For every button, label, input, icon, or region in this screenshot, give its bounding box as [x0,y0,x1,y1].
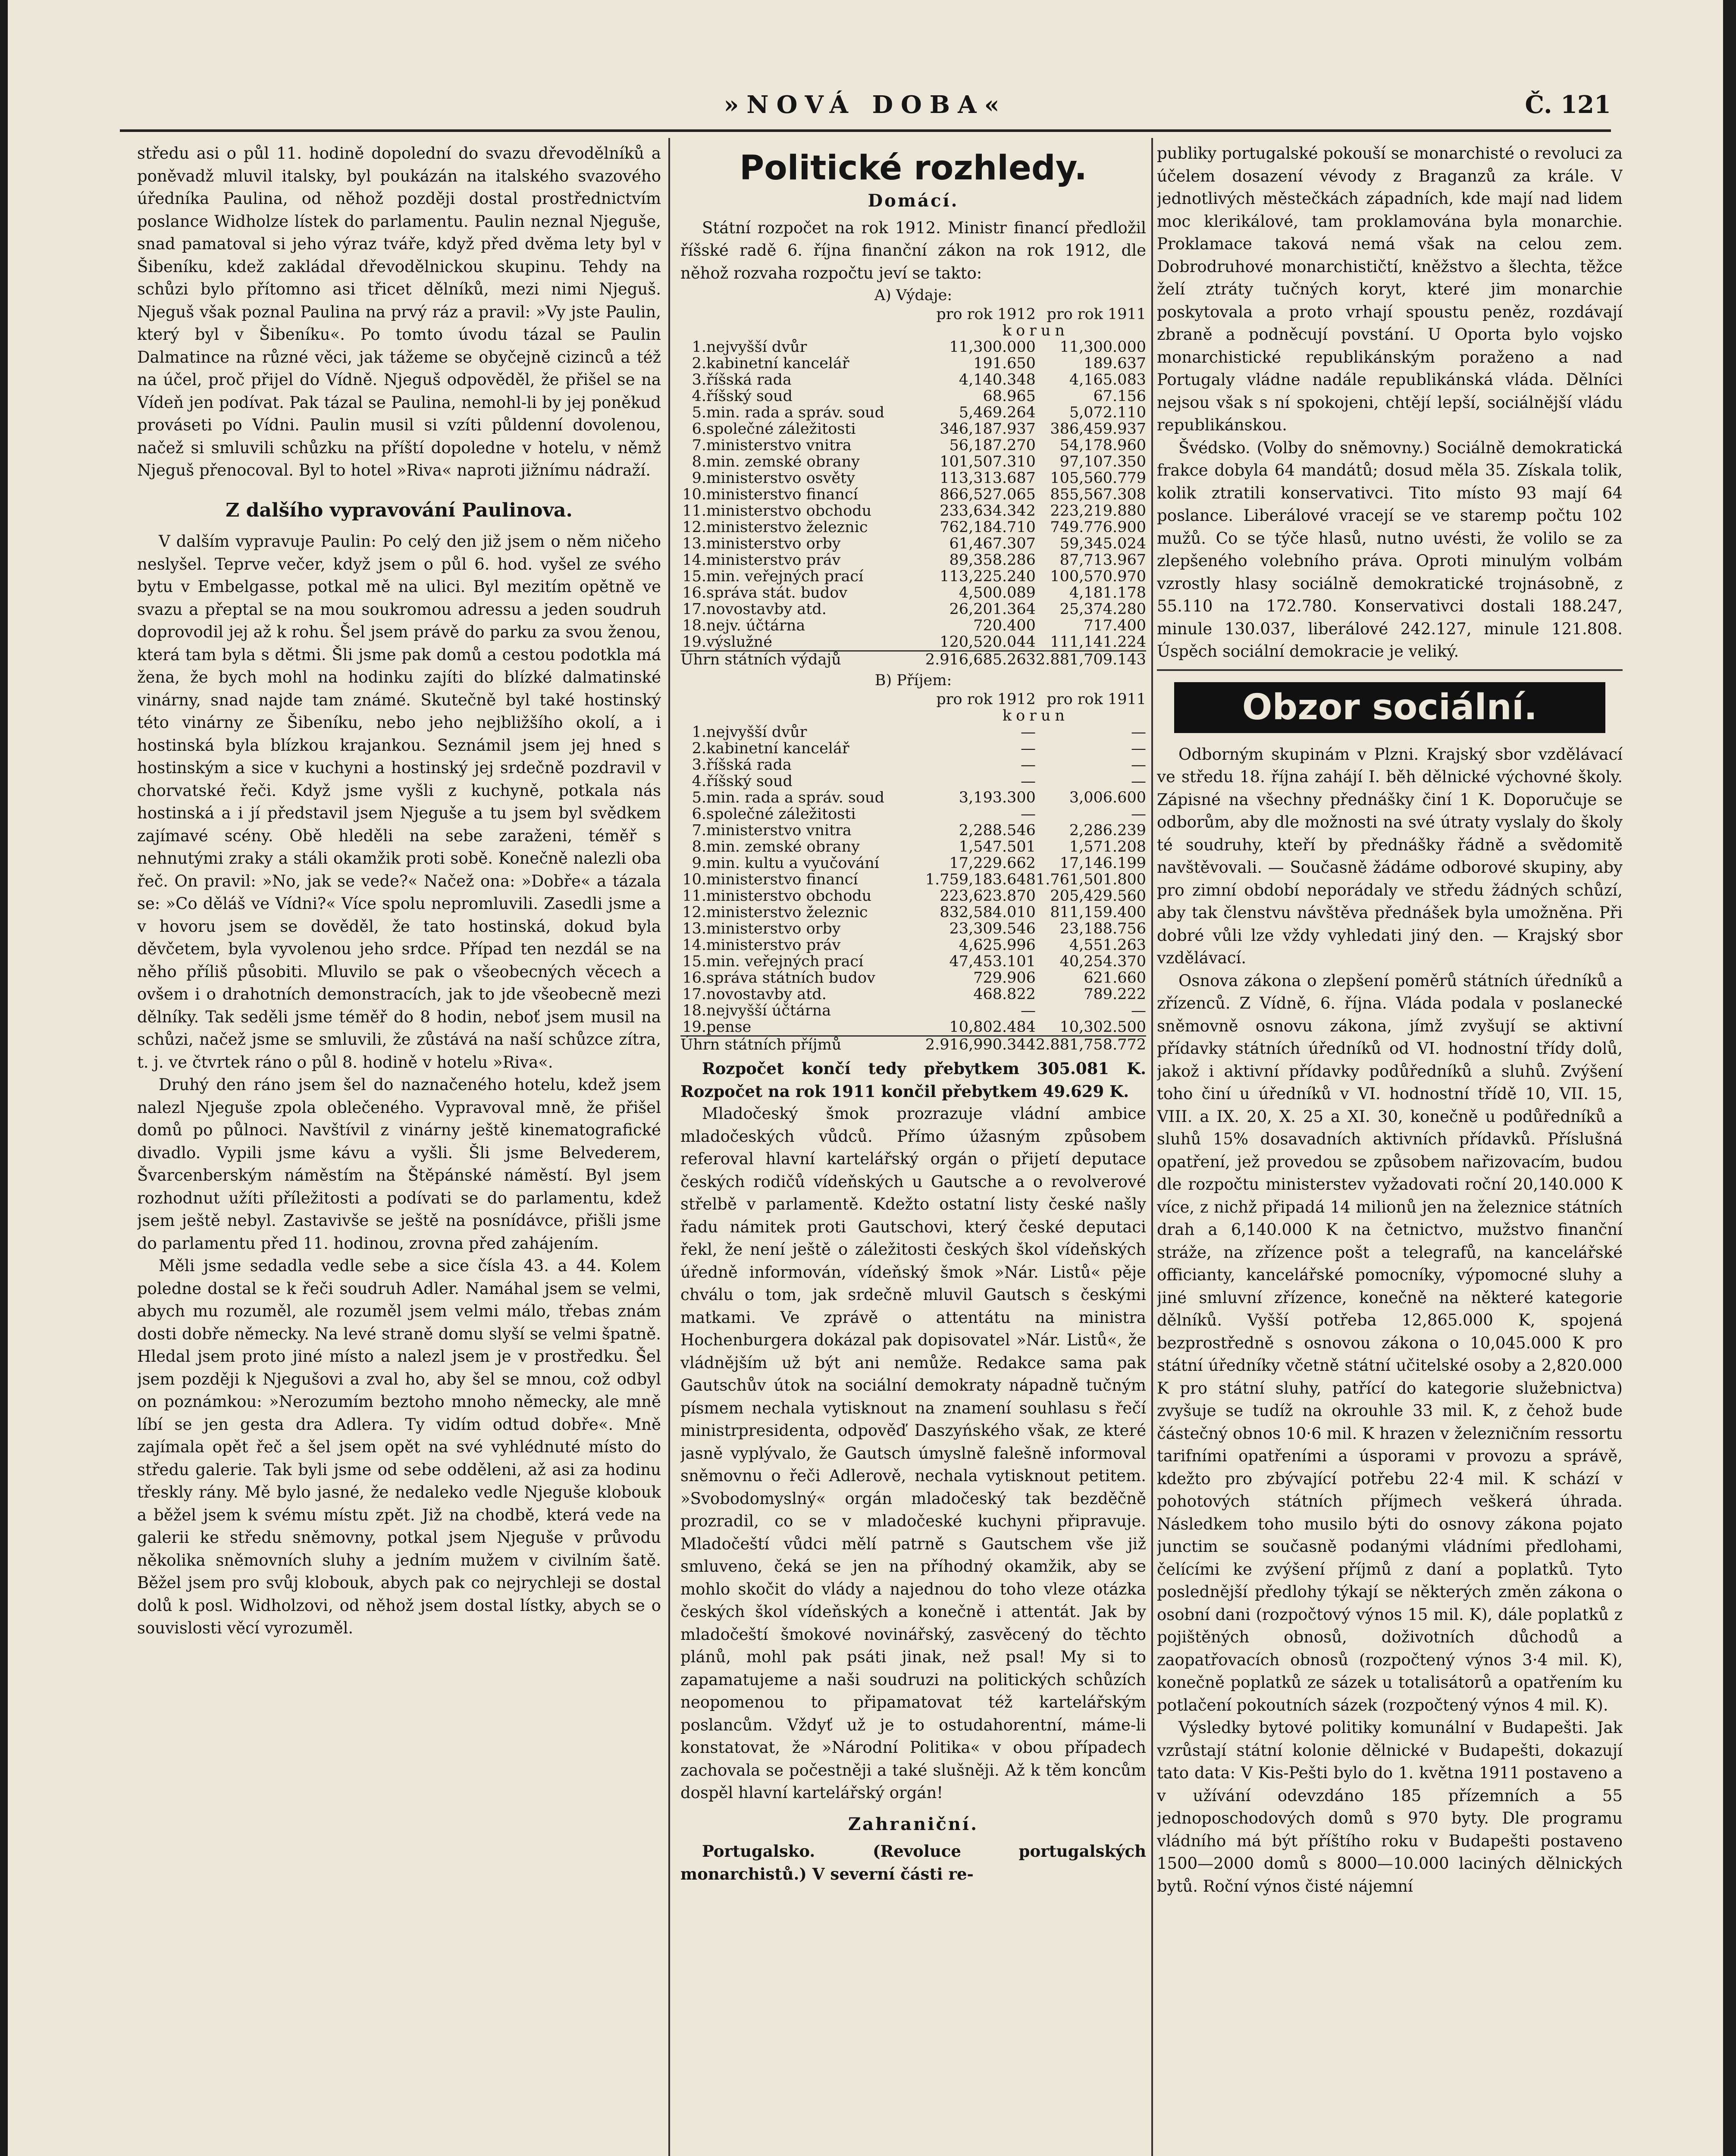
row-number: 9. [692,855,706,872]
value-1912: 720.400 [973,617,1036,634]
article-paragraph: V dalším vypravuje Paulin: Po celý den již jsem o něm ničeho neslyšel. Teprve večer, když jsem o půl 6. hod. vyšel ze svého bytu v Embelgasse, potkal mě na ulici. Byl mezitím opětně ve svazu a přeptal se na mou soukromou adressu a jeden soudruh doprovodil jej až k rohu. Šel jsem právě do parku za svou ženou, která tam byla s dětmi. Šli jsme pak domů a cestou podotkla má žena, že bych mohl na hodinku zajíti do blízké dalmatinské vinárny, snad najde tam známé. Skutečně byl také hostinský této vinárny ze Šibeníku, nebo jeho nejbližšího okolí, a i hostinská byla blízkou krajankou. Seznámil jsem jej hned s hostinským a sice v kuchyni a hostinský jej srdečně pozdravil v chorvatské řeči. Když jsme vyšli z kuchyně, potkala nás hostinská a i jí představil jsem Njeguše a tu jsem byl svědkem zajímavé scény. Obě hleděli na sebe zaraženi, téměř s nehnutými zraky a stáli okamžik proti sobě. Konečně nalezli oba řeč. On pravil: »No, jak se vede?« Načež ona: »Dobře« a tázala se: »Co děláš ve Vídni?« Více spolu nepromluvili. Zasedli jsme a v hovoru jsem se dověděl, že tato hostinská, dokud byla děvčetem, byla vyvolenou jeho srdce. Případ ten nezdál se na něho příliš působiti. Mluvilo se pak o všeobecných věcech a ovšem i o drahotních demonstracích, jak to jde všeobecně mezi dělníky. Tak seděli jsme téměř do 8 hodin, neboť jsem musil na schůzi, načež jsme se smluvili, že zůstává na naší schůzce zítra, t. j. ve čtvrtek ráno o půl 8. hodině v hotelu »Riva«. [137,532,661,1072]
row-name: říšský soud [706,773,793,790]
row-number: 3. [692,756,706,774]
value-1911: 789.222 [1084,986,1146,1003]
value-1911: 811,159.400 [1050,904,1146,921]
value-1912: 120,520.044 [940,633,1036,651]
row-name: ministerstvo financí [706,871,858,888]
row-number: 5. [692,404,706,421]
row-number: 1. [692,724,706,741]
row-name: říšská rada [706,756,792,774]
row-name: ministerstvo vnitra [706,822,852,839]
row-number: 12. [682,904,706,921]
row-name: min. veřejných prací [706,568,864,585]
table-row [680,552,1146,568]
row-number: 4. [692,388,706,405]
table-row [680,806,1146,822]
column-2 [680,142,1146,2156]
total-row [680,1036,1146,1053]
row-name: nejvyšší dvůr [706,724,807,741]
value-1912: 866,527.065 [940,486,1036,503]
row-name: min. kultu a vyučování [706,855,879,872]
value-1911: — [1131,724,1146,741]
row-number: 13. [682,535,706,552]
row-name: ministerstvo práv [706,937,841,954]
column-divider [1151,138,1153,2156]
total-label: Úhrn státních příjmů [680,1036,925,1053]
value-1911: — [1131,773,1146,790]
value-1911: 749.776.900 [1050,519,1146,536]
unit-row [680,708,1146,724]
section-heading: Z dalšího vypravování Paulinova. [226,499,573,521]
table-row [680,568,1146,585]
value-1912: 56,187.270 [949,437,1036,454]
row-number: 12. [682,519,706,536]
table-header-row [680,691,1146,708]
table-row [680,601,1146,617]
value-1911: 855,567.308 [1050,486,1146,503]
value-1911: 25,374.280 [1059,601,1146,618]
value-1911: 17,146.199 [1059,855,1146,872]
value-1912: 47,453.101 [949,953,1036,970]
value-1911: 205,429.560 [1050,887,1146,905]
row-number: 16. [682,969,706,987]
value-1911: 23,188.756 [1059,920,1146,937]
table-row [680,372,1146,388]
row-number: 7. [692,437,706,454]
value-1912: 191.650 [973,355,1036,372]
row-number: 17. [682,601,706,618]
value-1911: 386,459.937 [1050,420,1146,438]
total-value: 2.881,758.772 [1035,1036,1146,1053]
column-divider [668,138,670,2156]
subhead-zahranicni: Zahraniční. [848,1814,979,1834]
row-number: 17. [682,986,706,1003]
article-paragraph: publiky portugalské pokouší se monarchisté o revoluci za účelem dosazení vévody z Braganzů za krále. V jednotlivých městečkách západních, kde mají nad lidem moc klerikálové, tam proklamována byla monarchie. Proklamace taková nemá však na celou zem. Dobrodruhové monarchističtí, kněžstvo a šlechta, těžce želí ztráty tučných koryt, které jim monarchie poskytovala a proto vrhají spoustu peněz, rozdávají zbraně a podněcují povstání. U Oporta bylo vojsko monarchistické republikánským poraženo a nad Portugaly vládne nadále republikánská vláda. Dělníci nejsou však s ní spokojeni, chtějí lepší, sociálnější vládu republikánskou. [1157,144,1623,434]
budget-expenses-title: A) Výdaje: [874,287,953,304]
row-name: novostavby atd. [706,601,827,618]
value-1912: 89,358.286 [949,552,1036,569]
value-1912: 61,467.307 [949,535,1036,552]
row-name: nejvyšší účtárna [706,1002,831,1019]
value-1911: 223,219.880 [1050,502,1146,520]
article-paragraph: Měli jsme sedadla vedle sebe a sice čísla 43. a 44. Kolem poledne dostal se k řeči soudruh Adler. Namáhal jsem se velmi, abych mu rozuměl, ale rozuměl jsem velmi málo, třebas znám dosti dobře německy. Na levé straně domu slyší se velmi špatně. Hledal jsem proto jiné místo a nalezl jsem je v prostředku. Šel jsem později k Njegušovi a zval ho, aby šel se mnou, což odbyl on poznámkou: »Nerozumím beztoho mnoho německy, ale mně líbí se jen gesta dra Adlera. Ty vidím odtud dobře«. Mně zajímala opět řeč a šel jsem opět na své vyhlédnuté místo do středu galerie. Tak byli jsme od sebe odděleni, až asi za hodinu třeskly rány. Mě bylo jasné, že nedaleko vedle Njeguše klobouk a běžel jsem k svému místu zpět. Již na chodbě, která vede na galerii ke středu sněmovny, potkal jsem Njeguše v průvodu několika sněmovních sluhy a jedním mužem v civilním šatě. Běžel jsem pro svůj klobouk, abych pak co nejrychleji se dostal dolů k posl. Widholzovi, od něhož jsem dostal lístky, abych se o souvislosti věcí vyrozuměl. [137,1257,661,1637]
value-1912: 2,288.546 [959,822,1036,839]
table-row [680,740,1146,757]
row-name: min. zemské obrany [706,838,860,856]
budget-expenses-table [680,306,1146,668]
value-1911: 2,286.239 [1069,822,1146,839]
row-name: ministerstvo vnitra [706,437,852,454]
row-number: 5. [692,789,706,806]
value-1911: 189.637 [1084,355,1146,372]
row-name: správa státních budov [706,969,875,987]
table-row [680,855,1146,871]
value-1911: 621.660 [1084,969,1146,987]
table-row [680,404,1146,421]
table-row [680,822,1146,839]
table-row [680,839,1146,855]
row-name: kabinetní kancelář [706,355,849,372]
row-name: ministerstvo práv [706,552,841,569]
article-paragraph: Švédsko. (Volby do sněmovny.) Sociálně demokratická frakce dobyla 64 mandátů; dosud měla 35. Získala tolik, kolik ztratili konservativci. Tito místo 93 mají 64 poslance. Liberálové vracejí se ve staremp počtu 102 mužů. Co se týče hlasů, nutno uvésti, že volilo se za zlepšeného volebního práva. Oproti minulým volbám vzrostly hlasy sociálně demokratické trojnásobně, z 55.110 na 172.780. Konservativci dostali 188.247, minule 130.037, liberálové 242.127, minule 121.808. Úspěch sociální demokracie je veliký. [1157,438,1623,661]
total-row [680,651,1146,668]
table-row [680,421,1146,437]
value-1911: 59,345.024 [1059,535,1146,552]
row-name: správa stát. budov [706,584,848,602]
row-number: 3. [692,371,706,389]
column-3 [1157,142,1623,2156]
table-row [680,921,1146,937]
value-1912: 729.906 [973,969,1036,987]
row-name: říšský soud [706,388,793,405]
article-paragraph: Státní rozpočet na rok 1912. Ministr financí předložil říšské radě 6. října finanční zákon na rok 1912, dle něhož rozvaha rozpočtu jeví se takto: [680,218,1146,282]
value-1912: 1,547.501 [959,838,1036,856]
row-number: 16. [682,584,706,602]
table-row [680,454,1146,470]
row-number: 7. [692,822,706,839]
value-1912: 101,507.310 [940,453,1036,470]
value-1911: 3,006.600 [1069,789,1146,806]
value-1911: 717.400 [1084,617,1146,634]
table-row [680,536,1146,552]
value-1912: 4,625.996 [959,937,1036,954]
row-number: 4. [692,773,706,790]
row-name: výslužné [706,633,772,651]
table-row [680,339,1146,355]
article-paragraph: středu asi o půl 11. hodině dopolední do svazu dřevodělníků a poněvadž mluvil italsky, byl poukázán na italského svazového úředníka Paulina, od něhož později dostal prostřednictvím poslance Widholze lístek do parlamentu. Paulin neznal Njeguše, snad pamatoval si jeho výraz tváře, když před dvěma lety byl v Šibeníku, kdež zakládal dřevodělnickou skupinu. Tehdy na schůzi bylo přítomno asi třicet dělníků, mezi nimi Njeguš. Njeguš však poznal Paulina na prvý ráz a pravil: »Vy jste Paulin, který byl v Šibeníku«. Po tomto úvodu tázal se Paulin Dalmatince na různé věci, jak tážeme se obyčejně cizinců a též na účel, proč přijel do Vídně. Njeguš odpověděl, že přišel se na Vídeň jen podívat. Pak tázal se Paulina, nemohl-li by jej poněkud prováseti po Vídni. Paulin musil si vzíti půldenní dovolenou, načež si smluvili schůzku na příští dopoledne v hotelu, v němž Njeguš přenocoval. Byl to hotel »Riva« naproti jižnímu nádraží. [137,144,661,479]
row-name: ministerstvo orby [706,920,841,937]
issue-number: Č. 121 [1525,91,1611,119]
value-1911: — [1131,756,1146,774]
value-1912: — [1020,805,1036,823]
section-title-obzor-socialni: Obzor sociální. [1174,682,1605,733]
table-row [680,790,1146,806]
column-header: pro rok 1912 [936,306,1036,323]
value-1912: 346,187.937 [940,420,1036,438]
row-name: min. zemské obrany [706,453,860,470]
row-number: 15. [682,568,706,585]
table-row [680,503,1146,519]
row-number: 13. [682,920,706,937]
table-row [680,773,1146,790]
article-paragraph: Mladočeský šmok prozrazuje vládní ambice mladočeských vůdců. Přímo úžasným způsobem referoval hlavní kartelářský orgán o přijetí deputace českých rodičů vídeňských u Gautsche a o revolverové střelbě v parlamentě. Kdežto ostatní listy české našly řadu námitek proti Gautschovi, který české deputaci řekl, že není ještě o záležitosti českých škol vídeňských úředně informován, vídeňský šmok »Nár. Listů« pěje chválu o tom, jak srdečně mluvil Gautsch s českými matkami. Ve zprávě o attentátu na ministra Hochenburgera dokázal pak dopisovatel »Nár. Listů«, že vládnějším už být ani nemůže. Redakce sama pak Gautschův útok na sociální demokraty nápadně tučným písmem nechala vytisknout na znamení souhlasu s řečí ministrpresidenta, odpověď Daszyńského však, ze které jasně vyplývalo, že Gautsch úmyslně falešně informoval sněmovnu o řeči Adlerově, nechala vytisknout petitem. »Svobodomyslný« orgán mladočeský tak bezděčně prozradil, co se v mladočeské kuchyni připravuje. Mladočeští vůdci mělí patrně s Gautschem vše již smluveno, čeká se jen na příhodný okamžik, aby se mohlo skočit do vlády a najednou do toho vleze otázka českých škol vídeňských a konečně i attentát. Jak by mladočeští šmokové novinářský, zasvěcený do těchto plánů, mohl pak psáti jinak, než psal! My si to zapamatujeme a naši soudruzi na politických schůzích neopomenou to připamatovat též kartelářským poslancům. Vždyť už je to ostudahorentní, máme-li konstatovat, že »Národní Politika« v obou případech zachovala se počestněji a také slušněji. Až k těm koncům dospěl hlavní kartelářský orgán! [680,1104,1146,1802]
table-row [680,986,1146,1003]
value-1911: 4,181.178 [1069,584,1146,602]
table-row [680,585,1146,601]
table-row [680,871,1146,888]
unit-label: korun [1002,322,1069,339]
value-1912: — [1020,740,1036,757]
table-row [680,1019,1146,1036]
table-row [680,757,1146,773]
article-paragraph: Druhý den ráno jsem šel do naznačeného hotelu, kdež jsem nalezl Njeguše zpola oblečeného. Vypravoval mně, že přišel domů po půlnoci. Navštívil z vinárny ještě kinematografické divadlo. Vypili jsme kávu a vyšli. Šli jsme Belvederem, Švarcenberským náměstím na Štěpánské náměstí. Byl jsem rozhodnut užíti příležitosti a podívati se do parlamentu, kdež jsem ještě nebyl. Zastavivše se ještě na posnídávce, přišli jsme do parlamentu před 11. hodinou, zrovna před zahájením. [137,1075,661,1253]
row-number: 10. [682,871,706,888]
value-1911: 111,141.224 [1050,633,1146,651]
row-number: 9. [692,470,706,487]
budget-income-title: B) Příjem: [874,672,952,689]
table-row [680,1003,1146,1019]
unit-row [680,323,1146,339]
row-name: novostavby atd. [706,986,827,1003]
row-number: 15. [682,953,706,970]
value-1912: 26,201.364 [949,601,1036,618]
value-1911: 5,072.110 [1069,404,1146,421]
row-name: ministerstvo osvěty [706,470,855,487]
article-paragraph: Osnova zákona o zlepšení poměrů státních úředníků a zřízenců. Z Vídně, 6. října. Vláda podala v poslanecké sněmovně osnovu zákona, jímž zvyšují se aktivní přídavky státních úředníků od VI. hodnostní třídy dolů, jakož i aktivní přídavky podůředníků a sluhů. Zvýšení toho činí u úředníků v VI. hodnostní třídě 10, VII. 15, VIII. a IX. 20, X. 25 a XI. 30, konečně u podůředníků a sluhů 15% dosavadních aktivních přídavků. Příslušná opatření, jež provedou se způsobem nařizovacím, budou dle rozpočtu ministerstev vyžadovati roční 20,140.000 K více, z nichž připadá 14 milionů jen na železnice státních drah a 6,140.000 K na četnictvo, mužstvo finanční stráže, na zřízence pošt a telegrafů, na kancelářské officianty, kancelářské pomocníky, výpomocné sluhy a jiné smluvní zřízence, konečně na některé kategorie dělníků. Vyšší potřeba 12,865.000 K, spojená bezprostředně s osnovou zákona o 10,045.000 K pro státní úředníky včetně státní učitelské osoby a 2,820.000 K pro státní sluhy, patřící do kategorie služebnictva) zvyšuje se tudíž na okrouhle 33 mil. K, z čehož bude částečný obnos 10·6 mil. K hrazen v železničním ressortu tarifními opatřeními a úsporami v provozu a správě, kdežto pro zbývající potřebu 22·4 mil. K schází v pohotových státních příjmech veškerá úhrada. Následkem toho musilo býti do osnovy zákona pojato junctim se současně podanými vládními předlohami, čelícími ke zvýšení příjmů z daní a poplatků. Tyto poslednější předlohy týkají se některých změn zákona o osobní dani (rozpočtový výnos 15 mil. K), dále poplatků z pojištěných obnosů, doživotních důchodů a zaopatřovacích obnosů (rozpočtený výnos 3·4 mil. K), konečně poplatků ze sázek u totalisátorů a opatřením ku potlačení pokoutních sázek (rozpočtený výnos 4 mil. K). [1157,971,1623,1714]
header-rule [120,129,1611,132]
value-1911: 100,570.970 [1050,568,1146,585]
table-row [680,953,1146,970]
value-1912: — [1020,1002,1036,1019]
row-number: 11. [682,502,706,520]
value-1912: 68.965 [983,388,1036,405]
row-number: 6. [692,805,706,823]
row-name: pense [706,1018,752,1036]
table-row [680,888,1146,904]
row-number: 19. [682,1018,706,1036]
row-name: ministerstvo obchodu [706,502,872,520]
value-1912: 23,309.546 [949,920,1036,937]
value-1911: 67.156 [1093,388,1146,405]
value-1912: 113,225.240 [940,568,1036,585]
column-header: pro rok 1911 [1047,691,1146,708]
total-label: Úhrn státních výdajů [680,651,925,668]
row-number: 18. [682,617,706,634]
value-1912: 10,802.484 [949,1018,1036,1036]
row-name: ministerstvo orby [706,535,841,552]
row-number: 14. [682,937,706,954]
value-1911: 40,254.370 [1059,953,1146,970]
total-value: 2.916,990.344 [925,1036,1036,1053]
value-1912: 11,300.000 [949,338,1036,356]
value-1911: — [1131,1002,1146,1019]
value-1912: 17,229.662 [949,855,1036,872]
row-number: 10. [682,486,706,503]
table-row [680,617,1146,634]
table-row [680,634,1146,651]
value-1912: — [1020,756,1036,774]
value-1911: 4,165.083 [1069,371,1146,389]
divider [1157,669,1623,671]
table-row [680,486,1146,503]
budget-expenses [680,287,1146,668]
table-row [680,437,1146,454]
value-1911: 54,178.960 [1059,437,1146,454]
subhead-domaci: Domácí. [868,191,959,211]
column-1 [137,142,661,2156]
row-name: kabinetní kancelář [706,740,849,757]
value-1912: 468.822 [973,986,1036,1003]
section-title-politicke-rozhledy: Politické rozhledy. [739,149,1087,188]
value-1911: 11,300.000 [1059,338,1146,356]
budget-income-table [680,691,1146,1053]
row-number: 8. [692,453,706,470]
article-paragraph: Odborným skupinám v Plzni. Krajský sbor vzdělávací ve středu 18. října zahájí I. běh dělnické výchovné školy. Zápisné na všechny přednášky činí 1 K. Doporučuje se odborům, aby dle možnosti na své útraty vyslaly do školy té soudruhy, kteří by přednášky řádně a svědomitě navštěvovali. — Současně žádáme odborové skupiny, aby pro zimní období neporádaly ve středu žádných schůzí, aby tak členstvu návštěva přednášek byla umožněna. Při dobré vůli lze vždy vyhledati jiný den. — Krajský sbor vzdělávací. [1157,745,1623,967]
column-header: pro rok 1912 [936,691,1036,708]
row-name: ministerstvo železnic [706,904,868,921]
table-row [680,904,1146,921]
row-name: říšská rada [706,371,792,389]
page-header [120,82,1611,129]
row-number: 1. [692,338,706,356]
value-1911: 87,713.967 [1059,552,1146,569]
row-name: min. rada a správ. soud [706,404,884,421]
table-row [680,970,1146,986]
value-1912: 3,193.300 [959,789,1036,806]
row-name: společné záležitosti [706,805,856,823]
row-name: ministerstvo obchodu [706,887,872,905]
value-1912: 233,634.342 [940,502,1036,520]
table-row [680,519,1146,536]
value-1911: — [1131,740,1146,757]
masthead-title: »NOVÁ DOBA« [724,91,1007,119]
row-name: min. veřejných prací [706,953,864,970]
row-number: 18. [682,1002,706,1019]
value-1912: 1.759,183.648 [925,871,1036,888]
column-header: pro rok 1911 [1047,306,1146,323]
value-1912: 4,500.089 [959,584,1036,602]
budget-income [680,672,1146,1053]
table-row [680,724,1146,740]
row-number: 11. [682,887,706,905]
value-1912: — [1020,724,1036,741]
value-1911: — [1131,805,1146,823]
table-row [680,470,1146,486]
table-row [680,937,1146,953]
row-number: 2. [692,740,706,757]
total-value: 2.916,685.263 [925,651,1036,668]
value-1912: 5,469.264 [959,404,1036,421]
value-1911: 1.761,501.800 [1035,871,1146,888]
value-1912: 832,584.010 [940,904,1036,921]
row-number: 14. [682,552,706,569]
row-number: 19. [682,633,706,651]
row-name: společné záležitosti [706,420,856,438]
article-paragraph: Portugalsko. (Revoluce portugalských monarchistů.) V severní části re- [680,1842,1146,1883]
value-1912: — [1020,773,1036,790]
value-1911: 4,551.263 [1069,937,1146,954]
value-1911: 105,560.779 [1050,470,1146,487]
value-1912: 223,623.870 [940,887,1036,905]
unit-label: korun [1002,707,1069,724]
value-1912: 113,313.687 [940,470,1036,487]
value-1912: 4,140.348 [959,371,1036,389]
row-name: min. rada a správ. soud [706,789,884,806]
table-row [680,355,1146,372]
value-1911: 1,571.208 [1069,838,1146,856]
row-name: nejvyšší dvůr [706,338,807,356]
value-1912: 762,184.710 [940,519,1036,536]
article-paragraph: Rozpočet končí tedy přebytkem 305.081 K. Rozpočet na rok 1911 končil přebytkem 49.629 K. [680,1059,1146,1101]
row-number: 6. [692,420,706,438]
table-header-row [680,306,1146,323]
row-number: 8. [692,838,706,856]
article-paragraph: Výsledky bytové politiky komunální v Budapešti. Jak vzrůstají státní kolonie dělnické v Budapešti, dokazují tato data: V Kis-Pešti bylo do 1. května 1911 postaveno a v užívání odevzdáno 185 přízemních a 55 jednoposchodových domů s 970 byty. Dle programu vládního má být příštího roku v Budapešti postaveno 1500—2000 domů s 8000—10.000 laciných dělnických bytů. Roční výnos čisté nájemní [1157,1718,1623,1896]
table-row [680,388,1146,404]
row-name: ministerstvo železnic [706,519,868,536]
value-1911: 97,107.350 [1059,453,1146,470]
row-name: ministerstvo financí [706,486,858,503]
total-value: 2.881,709.143 [1035,651,1146,668]
row-number: 2. [692,355,706,372]
value-1911: 10,302.500 [1059,1018,1146,1036]
row-name: nejv. účtárna [706,617,805,634]
